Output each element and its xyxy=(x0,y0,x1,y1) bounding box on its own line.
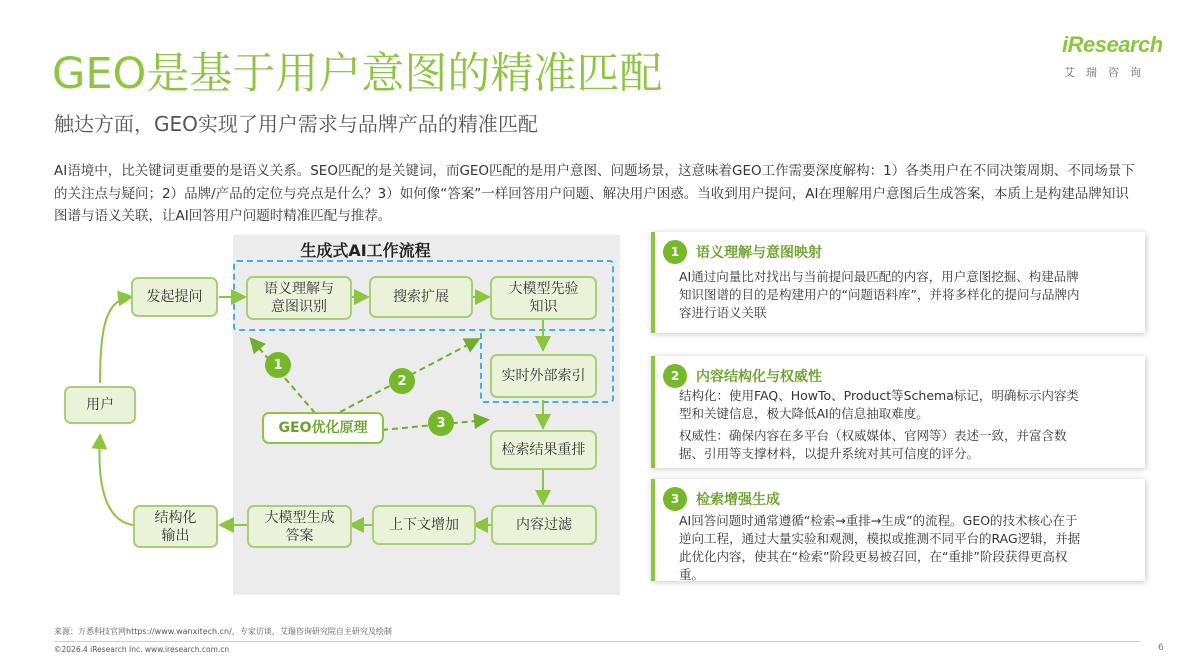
logo-subtext: 艾瑞咨询 xyxy=(1064,66,1152,79)
node-ask: 发起提问 xyxy=(131,277,218,317)
card-header xyxy=(663,240,822,264)
card-number: 2 xyxy=(663,364,687,388)
card-text: 权威性：确保内容在多平台（权威媒体、官网等）表述一致，并富含数据、引用等支撑材料，以提升系统对其可信度的评分。 xyxy=(679,428,1067,461)
node-geo-principle: GEO优化原理 xyxy=(262,412,384,444)
node-semantic-understanding: 语义理解与 意图识别 xyxy=(246,276,352,320)
node-content-filter: 内容过滤 xyxy=(491,505,597,545)
page-subtitle: 触达方面，GEO实现了用户需求与品牌产品的精准匹配 xyxy=(54,112,538,136)
footer-divider xyxy=(54,641,1140,642)
card-text: AI回答问题时通常遵循“检索→重排→生成”的流程。GEO的技术核心在于逆向工程，通过大量实验和观测，模拟或推测不同平台的RAG逻辑，并据此优化内容，使其在“检索”阶段更易被召回，在“重排”阶段获得更高权重。 xyxy=(679,513,1081,582)
node-realtime-index: 实时外部索引 xyxy=(490,354,597,398)
card-number: 3 xyxy=(663,487,687,511)
card-title: 检索增强生成 xyxy=(696,492,780,508)
card-header xyxy=(663,364,822,388)
intro-paragraph: AI语境中，比关键词更重要的是语义关系。SEO匹配的是关键词，而GEO匹配的是用户意图、问题场景，这意味着GEO工作需要深度解构：1）各类用户在不同决策周期、不同场景下的关注点与疑问；2）品牌/产品的定位与亮点是什么？3）如何像“答案”一样回答用户问题、解决用户困惑。当收到用户提问，AI在理解用户意图后生成答案，本质上是构建品牌知识图谱与语义关联，让AI回答用户问题时精准匹配与推荐。 xyxy=(54,163,1135,224)
card-title: 内容结构化与权威性 xyxy=(696,369,822,385)
node-search-expansion: 搜索扩展 xyxy=(369,276,473,318)
flow-marker-2: 2 xyxy=(389,368,415,394)
page-number: 6 xyxy=(1158,643,1164,653)
card-structure-authority xyxy=(651,356,1145,468)
node-prior-knowledge: 大模型先验 知识 xyxy=(490,276,597,320)
flow-marker-1: 1 xyxy=(265,352,291,378)
node-rerank: 检索结果重排 xyxy=(490,430,597,470)
flow-title: 生成式AI工作流程 xyxy=(300,241,431,260)
node-context-add: 上下文增加 xyxy=(372,505,476,545)
card-header xyxy=(663,487,780,511)
node-user: 用户 xyxy=(64,386,136,424)
node-generate-answer: 大模型生成 答案 xyxy=(247,505,352,548)
logo-wordmark: iResearch xyxy=(1062,32,1163,57)
source-note: 来源：万悉科技官网https://www.wanxitech.cn/，专家访谈，艾瑞咨询研究院自主研究及绘制 xyxy=(54,627,392,636)
card-rag xyxy=(651,479,1145,581)
flow-marker-3: 3 xyxy=(428,410,454,436)
card-semantic-mapping xyxy=(651,232,1145,333)
card-number: 1 xyxy=(663,240,687,264)
page-title: GEO是基于用户意图的精准匹配 xyxy=(52,49,663,99)
card-title: 语义理解与意图映射 xyxy=(696,245,822,261)
node-structured-output: 结构化 输出 xyxy=(133,505,218,548)
card-text: 结构化：使用FAQ、HowTo、Product等Schema标记，明确标示内容类型和关键信息，极大降低AI的信息抽取难度。 xyxy=(679,388,1079,421)
card-text: AI通过向量比对找出与当前提问最匹配的内容，用户意图挖掘、构建品牌知识图谱的目的是构建用户的“问题语料库”，并将多样化的提问与品牌内容进行语义关联 xyxy=(679,269,1080,320)
copyright: ©2026.4 iResearch Inc. www.iresearch.com.cn xyxy=(54,645,230,654)
